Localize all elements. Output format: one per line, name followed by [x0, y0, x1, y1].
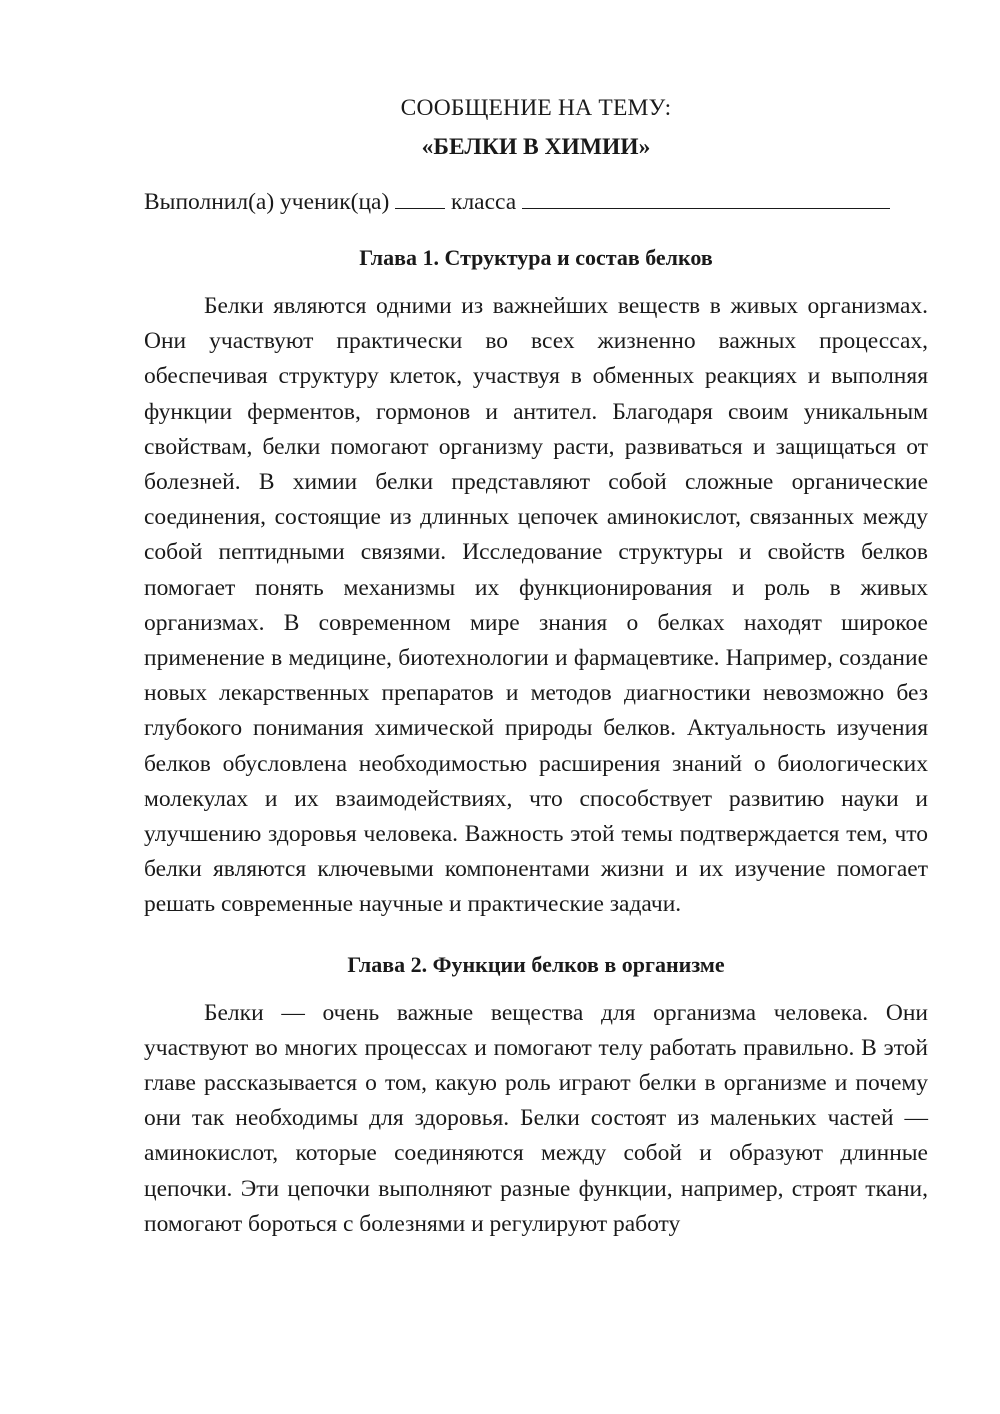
document-title-line-1: СООБЩЕНИЕ НА ТЕМУ:: [400, 95, 672, 121]
author-line: [144, 184, 928, 220]
class-number-blank: [395, 186, 445, 209]
chapter-2-heading: Глава 2. Функции белков в организме: [347, 951, 725, 977]
chapter-1-heading: Глава 1. Структура и состав белков: [359, 245, 713, 270]
chapter-1-paragraph: Белки являются одними из важнейших веществ в живых организмах. Они участвуют практически во всех жизненно важных процессах, обеспечивая структуру клеток, участвуя в обменных реакциях и выполняя функции ферментов, гормонов и антител. Благодаря своим уникальным свойствам, белки помогают организму расти, развиваться и защищаться от болезней. В химии белки представляют собой сложные органические соединения, состоящие из длинных цепочек аминокислот, связанных между собой пептидными связями. Исследование структуры и свойств белков помогает понять механизмы их функционирования и роль в живых организмах. В современном мире знания о белках находят широкое применение в медицине, биотехнологии и фармацевтике. Например, создание новых лекарственных препаратов и методов диагностики невозможно без глубокого понимания химической природы белков. Актуальность изучения белков обусловлена необходимостью расширения знаний о биологических молекулах и их взаимодействиях, что способствует развитию науки и улучшению здоровья человека. Важность этой темы подтверждается тем, что белки являются ключевыми компонентами жизни и их изучение помогает решать современные научные и практические задачи.: [144, 293, 928, 918]
chapter-2-paragraph: Белки — очень важные вещества для организма человека. Они участвуют во многих процессах и помогают телу работать правильно. В этой главе рассказывается о том, какую роль играют белки в организме и почему они так необходимы для здоровья. Белки состоят из маленьких частей — аминокислот, которые соединяются между собой и образуют длинные цепочки. Эти цепочки выполняют разные функции, например, строят ткани, помогают бороться с болезнями и регулируют работу: [144, 999, 928, 1237]
author-label: Выполнил(а) ученик(ца): [144, 189, 390, 215]
document-title-line-2: «БЕЛКИ В ХИМИИ»: [421, 134, 651, 160]
class-label: класса: [451, 189, 517, 215]
document-page: [144, 90, 928, 1242]
author-name-blank: [522, 186, 890, 209]
